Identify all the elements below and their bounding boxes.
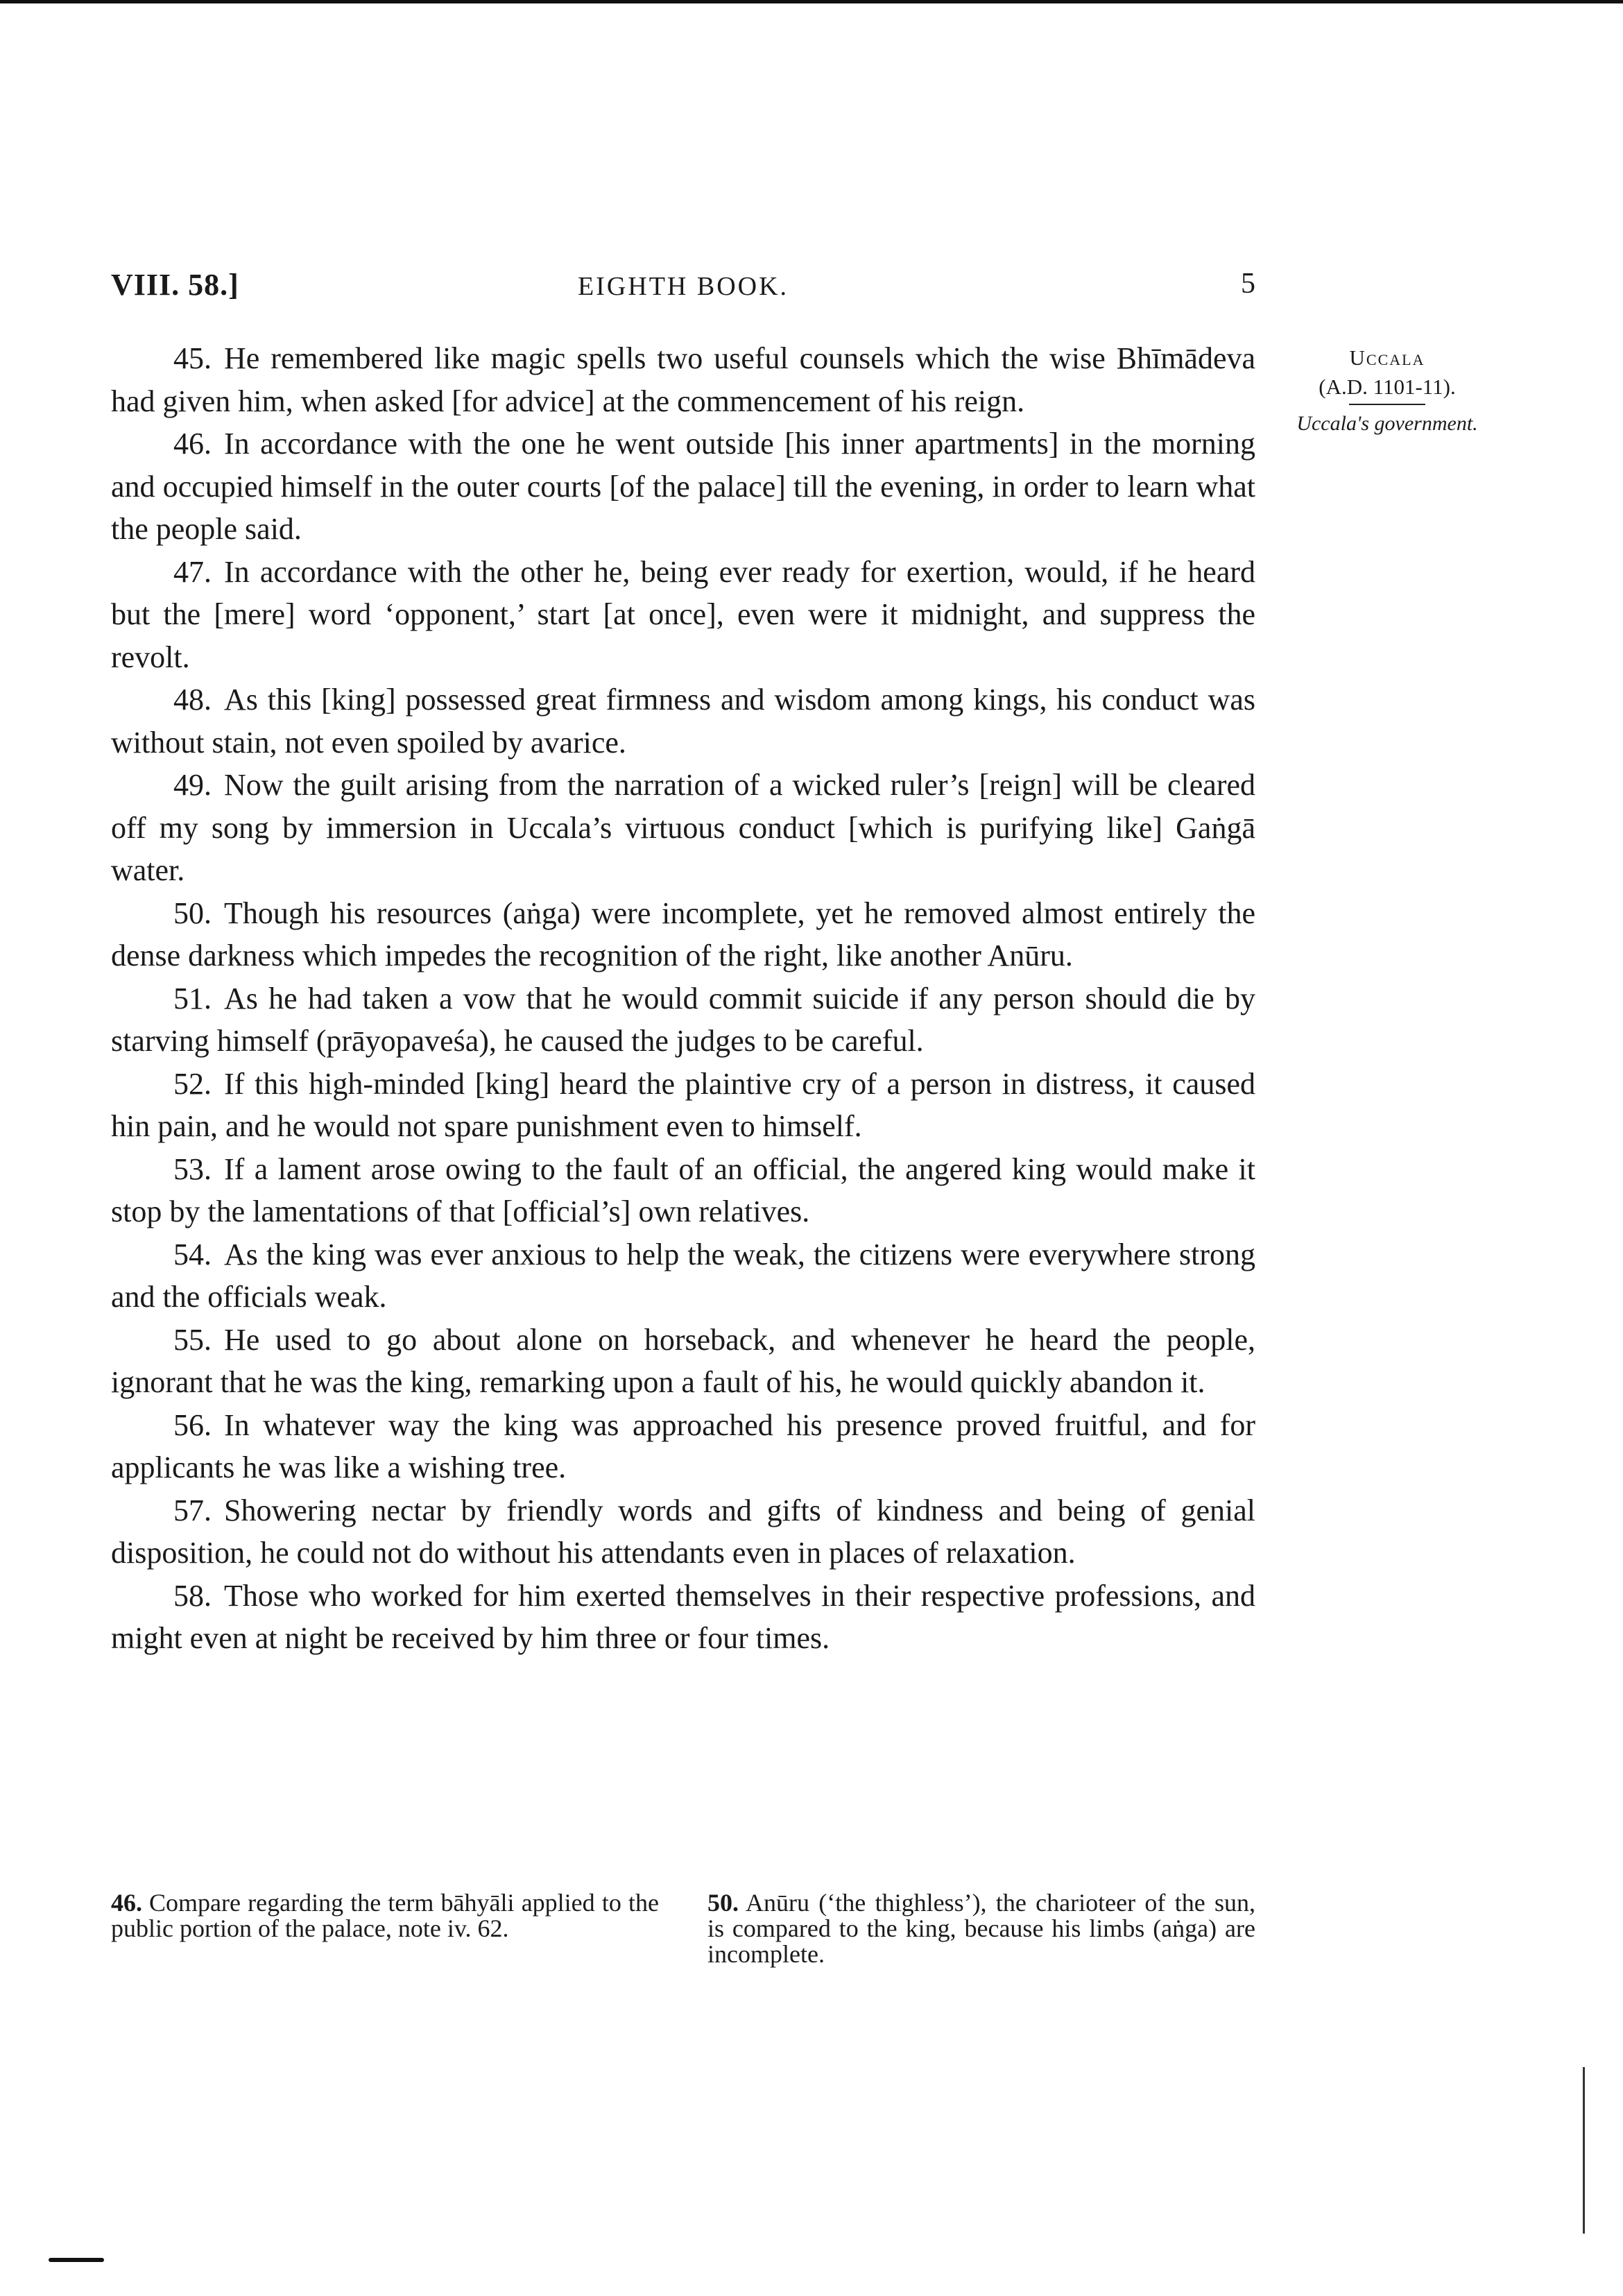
verse-paragraph xyxy=(111,337,1255,422)
verse-text: Now the guilt arising from the narration of a wicked ruler’s [reign] will be cleared off my song by immersion in Uccala’s virtuous conduct [which is purifying like] Gaṅgā water. xyxy=(111,768,1255,887)
verse-number: 55. xyxy=(173,1322,212,1357)
footnote-number: 50. xyxy=(707,1889,739,1917)
verse-number: 56. xyxy=(173,1407,212,1442)
verse-number: 58. xyxy=(173,1578,212,1613)
verse-text: As the king was ever anxious to help the weak, the citizens were everywhere strong and the officials weak. xyxy=(111,1237,1255,1314)
footnote xyxy=(111,1890,659,1942)
footnote-number: 46. xyxy=(111,1889,142,1917)
footnote xyxy=(707,1890,1255,1967)
verse-number: 46. xyxy=(173,427,212,461)
margin-king-name: Uccala xyxy=(1349,345,1425,370)
verse-text: He used to go about alone on horseback, and whenever he heard the people, ignorant that he was the king, remarking upon a fault of his, he would quickly abandon it. xyxy=(111,1322,1255,1399)
verse-text: As this [king] possessed great firmness and wisdom among kings, his conduct was without stain, not even spoiled by avarice. xyxy=(111,683,1255,760)
scan-artifact-line xyxy=(1583,2067,1585,2234)
verse-paragraph xyxy=(111,892,1255,977)
verse-number: 53. xyxy=(173,1151,212,1186)
verse-paragraph xyxy=(111,977,1255,1063)
verse-text: Though his resources (aṅga) were incomplete, yet he removed almost entirely the dense darkness which impedes the recognition of the right, like another Anūru. xyxy=(111,896,1255,973)
verse-paragraph xyxy=(111,422,1255,551)
verse-number: 50. xyxy=(173,896,212,930)
main-text xyxy=(111,337,1255,1660)
verse-text: If a lament arose owing to the fault of an official, the angered king would make it stop by the lamentations of that [official’s] own relatives. xyxy=(111,1151,1255,1228)
verse-number: 51. xyxy=(173,981,212,1016)
scan-top-border xyxy=(0,0,1623,3)
margin-rule xyxy=(1349,404,1425,405)
page-number: 5 xyxy=(1241,268,1255,300)
verse-text: In whatever way the king was approached his presence proved fruitful, and for applicants he was like a wishing tree. xyxy=(111,1407,1255,1484)
scan-artifact-mark xyxy=(49,2258,104,2262)
verse-paragraph xyxy=(111,1489,1255,1575)
verse-text: If this high-minded [king] heard the plaintive cry of a person in distress, it caused hin pain, and he would not spare punishment even to himself. xyxy=(111,1066,1255,1143)
verse-text: Showering nectar by friendly words and gifts of kindness and being of genial disposition, he could not do without his attendants even in places of relaxation. xyxy=(111,1493,1255,1570)
verse-paragraph xyxy=(111,1148,1255,1233)
verse-text: As he had taken a vow that he would commit suicide if any person should die by starving himself (prāyopaveśa), he caused the judges to be careful. xyxy=(111,981,1255,1058)
running-header xyxy=(111,267,1255,309)
section-reference: VIII. 58.] xyxy=(111,268,239,302)
footnote-text: Compare regarding the term bāhyāli applied to the public portion of the palace, note iv. 62. xyxy=(111,1889,659,1942)
verse-paragraph xyxy=(111,1404,1255,1489)
margin-note xyxy=(1269,345,1505,436)
verse-paragraph xyxy=(111,551,1255,679)
verse-number: 57. xyxy=(173,1493,212,1527)
verse-paragraph xyxy=(111,1063,1255,1148)
verse-text: He remembered like magic spells two useful counsels which the wise Bhīmādeva had given him, when asked [for advice] at the commencement of his reign. xyxy=(111,341,1255,418)
verse-paragraph xyxy=(111,1233,1255,1319)
margin-topic: Uccala's government. xyxy=(1296,412,1478,435)
verse-text: Those who worked for him exerted themselves in their respective professions, and might even at night be received by him three or four times. xyxy=(111,1578,1255,1655)
verse-number: 47. xyxy=(173,554,212,589)
margin-date: (A.D. 1101-11). xyxy=(1319,375,1456,399)
verse-text: In accordance with the other he, being ever ready for exertion, would, if he heard but the [mere] word ‘opponent,’ start [at once], even were it midnight, and suppress the revolt. xyxy=(111,554,1255,674)
verse-number: 48. xyxy=(173,683,212,717)
verse-number: 54. xyxy=(173,1237,212,1271)
book-title: EIGHTH BOOK. xyxy=(577,272,789,301)
verse-paragraph xyxy=(111,1319,1255,1404)
verse-paragraph xyxy=(111,678,1255,764)
verse-text: In accordance with the one he went outside [his inner apartments] in the morning and occupied himself in the outer courts [of the palace] till the evening, in order to learn what the people said. xyxy=(111,427,1255,546)
verse-number: 45. xyxy=(173,341,212,375)
verse-paragraph xyxy=(111,1575,1255,1660)
verse-number: 49. xyxy=(173,768,212,802)
verse-number: 52. xyxy=(173,1066,212,1101)
verse-paragraph xyxy=(111,764,1255,892)
footnote-text: Anūru (‘the thighless’), the charioteer of the sun, is compared to the king, because his limbs (aṅga) are incomplete. xyxy=(707,1889,1255,1968)
